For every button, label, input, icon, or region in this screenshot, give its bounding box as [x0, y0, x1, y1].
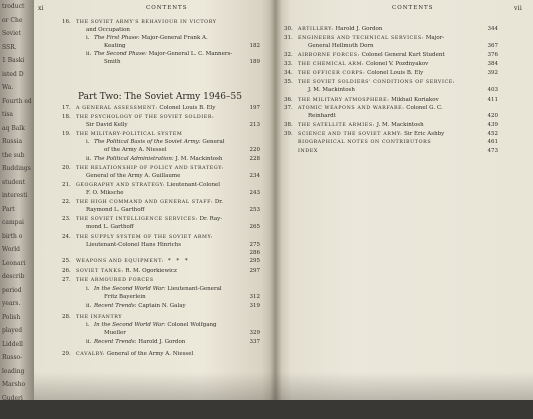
background-text-fragment: troduct	[2, 3, 25, 10]
page-number: 461	[487, 139, 498, 145]
background-text-fragment: years.	[2, 300, 21, 307]
entry-title: ENGINEERS AND TECHNICAL SERVICES:	[298, 36, 425, 41]
left-folio: xi	[38, 5, 44, 12]
entry-number: i.	[86, 286, 90, 292]
background-book-text	[2, 0, 36, 419]
toc-entry	[284, 69, 423, 78]
entry-number: ii.	[86, 303, 92, 309]
background-text-fragment: Wa.	[2, 84, 14, 91]
background-text-fragment: World	[2, 246, 20, 253]
entry-continuation: mond L. Garthoff	[86, 224, 134, 230]
entry-number: 31.	[284, 35, 293, 41]
entry-author: R. M. Ogorkiewicz	[123, 268, 177, 274]
page-number: 312	[249, 294, 260, 300]
entry-author: Colonel Louis B. Ely	[157, 105, 216, 111]
background-text-fragment: from	[2, 408, 17, 415]
entry-continuation: of the Army A. Niessel	[104, 147, 167, 153]
page-number: 228	[249, 156, 260, 162]
entry-title: SCIENCE AND THE SOVIET ARMY:	[298, 132, 403, 137]
toc-entry	[284, 147, 318, 156]
toc-entry	[62, 113, 214, 122]
entry-number: 28.	[62, 314, 71, 320]
page-number: 439	[487, 122, 498, 128]
background-book-edge	[0, 0, 34, 415]
entry-number: 37.	[284, 105, 293, 111]
entry-title: THE ARMOURED FORCES	[76, 278, 154, 283]
page-number: 265	[249, 224, 260, 230]
toc-entry	[86, 138, 225, 146]
entry-author: Major-General Frank A.	[139, 35, 208, 41]
entry-title: THE SOVIET ARMY'S BEHAVIOUR IN VICTORY	[76, 20, 217, 25]
page-number: 384	[487, 61, 498, 67]
entry-author: Captain N. Galay	[136, 303, 186, 309]
entry-continuation: F. O. Miksche	[86, 190, 124, 196]
entry-subtitle: In the Second World War:	[94, 322, 166, 328]
entry-subtitle: In the Second World War:	[94, 286, 166, 292]
background-text-fragment: Polish	[2, 313, 21, 321]
entry-author: Harold J. Gordon	[136, 339, 186, 345]
toc-entry	[62, 267, 177, 276]
entry-continuation: Mueller	[104, 330, 126, 336]
entry-title: ATOMIC WEAPONS AND WARFARE:	[298, 106, 405, 111]
toc-entry	[86, 302, 186, 310]
entry-number: i.	[86, 139, 90, 145]
right-running-head: CONTENTS	[392, 5, 434, 11]
entry-number: 32.	[284, 52, 293, 58]
background-text-fragment: aq Balk	[2, 124, 25, 132]
entry-author: Dr.	[213, 199, 224, 205]
entry-number: 26.	[62, 268, 71, 274]
page-number: 337	[249, 339, 260, 345]
page-number: 197	[249, 105, 260, 111]
entry-number: 22.	[62, 199, 71, 205]
entry-author: Colonel General Kurt Student	[359, 52, 445, 58]
entry-number: 34.	[284, 70, 293, 76]
toc-entry	[62, 104, 216, 113]
entry-number: 38.	[284, 122, 293, 128]
entry-author: General	[200, 139, 225, 145]
entry-title: A GENERAL ASSESSMENT:	[76, 106, 158, 111]
entry-continuation: Sir David Kelly	[86, 122, 128, 128]
background-text-fragment: Guderi	[2, 394, 23, 402]
bottom-shadow	[34, 372, 533, 400]
entry-author: General of the Army A. Niessel	[105, 351, 194, 357]
entry-number: 30.	[284, 26, 293, 32]
background-text-fragment: Leonari	[2, 259, 26, 267]
entry-title: SOVIET TANKS:	[76, 269, 124, 274]
page-number: 392	[487, 70, 498, 76]
entry-author: Lieutenant-General	[165, 286, 222, 292]
page-number: 234	[249, 173, 260, 179]
entry-subtitle: The Political Administration:	[94, 156, 174, 162]
entry-number: 19.	[62, 131, 71, 137]
background-text-fragment: birth o	[2, 232, 23, 240]
entry-author: J. M. Mackintosh	[374, 122, 424, 128]
entry-title: BIOGRAPHICAL NOTES ON CONTRIBUTORS	[298, 140, 432, 145]
background-text-fragment: interesti	[2, 192, 28, 199]
entry-author: Colonel Louis B. Ely	[365, 70, 424, 76]
entry-author: Lieutenant-Colonel	[165, 182, 221, 188]
part-two-title: Part Two: The Soviet Army 1946–55	[78, 92, 242, 102]
background-text-fragment: played	[2, 327, 23, 334]
entry-title: THE CHEMICAL ARM:	[298, 62, 365, 67]
entry-continuation: Keating	[104, 43, 126, 49]
page-number: 220	[249, 147, 260, 153]
entry-subtitle: The Second Phase:	[94, 51, 147, 57]
entry-continuation: Fritz Bayerlein	[104, 294, 146, 300]
background-text-fragment: 1 Baski	[2, 57, 25, 64]
entry-continuation: Smith	[104, 59, 121, 65]
background-text-fragment: campai	[2, 219, 24, 226]
right-folio: vii	[514, 5, 523, 12]
toc-entry	[284, 60, 428, 69]
background-text-fragment: Liddell	[2, 340, 23, 348]
entry-continuation: and Occupation	[86, 27, 130, 33]
entry-continuation: General Hellmuth Dorn	[308, 43, 374, 49]
background-text-fragment: Fourth ed	[2, 97, 32, 105]
entry-number: 25.	[62, 258, 71, 264]
toc-entry	[284, 121, 424, 130]
entry-number: 35.	[284, 79, 293, 85]
background-text-fragment: Marsho	[2, 381, 26, 388]
entry-title: WEAPONS AND EQUIPMENT:	[76, 259, 165, 264]
toc-entry	[86, 321, 217, 329]
background-text-fragment: Soviet	[2, 30, 21, 37]
entry-title: THE HIGH COMMAND AND GENERAL STAFF:	[76, 200, 214, 205]
toc-entry	[86, 50, 232, 58]
entry-author: Colonel G. C.	[404, 105, 443, 111]
toc-entry	[62, 257, 190, 266]
entry-author: Harold J. Gordon	[333, 26, 383, 32]
entry-subtitle: Recent Trends:	[94, 339, 137, 345]
entry-continuation: Raymond L. Garthoff	[86, 207, 145, 213]
entry-number: 36.	[284, 97, 293, 103]
entry-title: ARTILLERY:	[298, 27, 334, 32]
background-text-fragment: isted D	[2, 70, 24, 78]
page-number: 275	[249, 242, 260, 248]
entry-number: ii.	[86, 339, 92, 345]
entry-title: INDEX	[298, 149, 318, 154]
right-page	[276, 0, 533, 400]
page-number: 376	[487, 52, 498, 58]
page-number: 243	[249, 190, 260, 196]
background-text-fragment: Russo-	[2, 354, 23, 361]
entry-number: i.	[86, 322, 90, 328]
page-number: 344	[487, 26, 498, 32]
entry-title: GEOGRAPHY AND STRATEGY:	[76, 183, 166, 188]
page-number: 329	[249, 330, 260, 336]
entry-title: THE RELATIONSHIP OF POLICY AND STRATEGY:	[76, 166, 224, 171]
entry-number: 29.	[62, 351, 71, 357]
page-number: 295	[249, 258, 260, 264]
entry-number: ii.	[86, 51, 92, 57]
entry-number: 17.	[62, 105, 71, 111]
background-text-fragment: the sub	[2, 151, 25, 159]
entry-subtitle: The First Phase:	[94, 35, 140, 41]
left-page	[34, 0, 276, 400]
page-number: 297	[249, 268, 260, 274]
entry-author: Dr. Ray-	[197, 216, 223, 222]
background-text-fragment: period	[2, 286, 22, 294]
page-number: 420	[487, 113, 498, 119]
entry-title: AIRBORNE FORCES:	[298, 53, 360, 58]
entry-title: THE OFFICER CORPS:	[298, 71, 366, 76]
background-text-fragment: describ	[2, 273, 25, 280]
entry-number: 39.	[284, 131, 293, 137]
page-number: 411	[487, 97, 498, 103]
background-text-fragment: SSR.	[2, 43, 17, 51]
entry-author: Colonel V. Pozdnyakov	[364, 61, 429, 67]
entry-title: THE SATELLITE ARMIES:	[298, 123, 375, 128]
entry-author: Major-	[424, 35, 445, 41]
entry-author: Major-General L. C. Manners-	[146, 51, 233, 57]
background-text-fragment: Ruddings	[2, 165, 31, 172]
page-number: 403	[487, 87, 498, 93]
entry-continuation: Reinhardt	[308, 113, 336, 119]
page-number: 189	[249, 59, 260, 65]
entry-number: 21.	[62, 182, 71, 188]
entry-number: i.	[86, 35, 90, 41]
entry-subtitle: Recent Trends:	[94, 303, 137, 309]
entry-number: 33.	[284, 61, 293, 67]
toc-entry	[284, 51, 445, 60]
entry-author: J. M. Mackintosh	[173, 156, 223, 162]
background-text-fragment: student	[2, 178, 26, 186]
entry-number: 23.	[62, 216, 71, 222]
toc-entry	[62, 276, 154, 285]
entry-number: 27.	[62, 277, 71, 283]
entry-title: THE MILITARY-POLITICAL SYSTEM	[76, 132, 183, 137]
page-number: 452	[487, 131, 498, 137]
left-running-head: CONTENTS	[146, 5, 188, 11]
toc-entry	[284, 25, 382, 34]
entry-title: THE MILITARY ATMOSPHERE:	[298, 98, 390, 103]
toc-entry	[62, 350, 193, 359]
toc-entry	[86, 338, 185, 346]
entry-author: Colonel Wolfgang	[165, 322, 217, 328]
page-number: 473	[487, 148, 498, 154]
entry-title: THE SUPPLY SYSTEM OF THE SOVIET ARMY:	[76, 235, 213, 240]
entry-continuation: J. M. Mackintosh	[308, 87, 355, 93]
toc-entry	[284, 138, 431, 147]
background-text-fragment: tisa	[2, 111, 13, 118]
background-text-fragment: Part	[2, 205, 15, 213]
entry-author: * * *	[164, 258, 190, 264]
entry-author: Mikhail Koriakov	[389, 97, 439, 103]
entry-title: THE INFANTRY	[76, 315, 123, 320]
entry-number: 20.	[62, 165, 71, 171]
entry-subtitle: The Political Basis of the Soviet Army:	[94, 139, 201, 145]
entry-title: THE SOVIET INTELLIGENCE SERVICES:	[76, 217, 198, 222]
entry-title: THE PSYCHOLOGY OF THE SOVIET SOLDIER:	[76, 115, 215, 120]
toc-entry	[86, 285, 222, 293]
entry-title: THE SOVIET SOLDIERS' CONDITIONS OF SERVICE:	[298, 80, 456, 85]
page-number: 286	[249, 250, 260, 256]
toc-entry	[86, 155, 222, 163]
page-number: 213	[249, 122, 260, 128]
toc-entry	[86, 34, 208, 42]
entry-number: ii.	[86, 156, 92, 162]
entry-number: 16.	[62, 19, 71, 25]
background-text-fragment: or Che	[2, 16, 23, 24]
entry-continuation: General of the Army A. Guillaume	[86, 173, 181, 179]
entry-number: 24.	[62, 234, 71, 240]
background-text-fragment: leading	[2, 367, 25, 375]
page-number: 182	[249, 43, 260, 49]
page-number: 319	[249, 303, 260, 309]
entry-title: CAVALRY:	[76, 352, 106, 357]
entry-continuation: Lieutenant-Colonel Hans Hinrichs	[86, 242, 182, 248]
page-number: 253	[249, 207, 260, 213]
page-number: 367	[487, 43, 498, 49]
book-gutter	[270, 0, 282, 400]
background-text-fragment: Russia	[2, 138, 23, 145]
entry-number: 18.	[62, 114, 71, 120]
entry-author: Sir Eric Ashby	[402, 131, 445, 137]
